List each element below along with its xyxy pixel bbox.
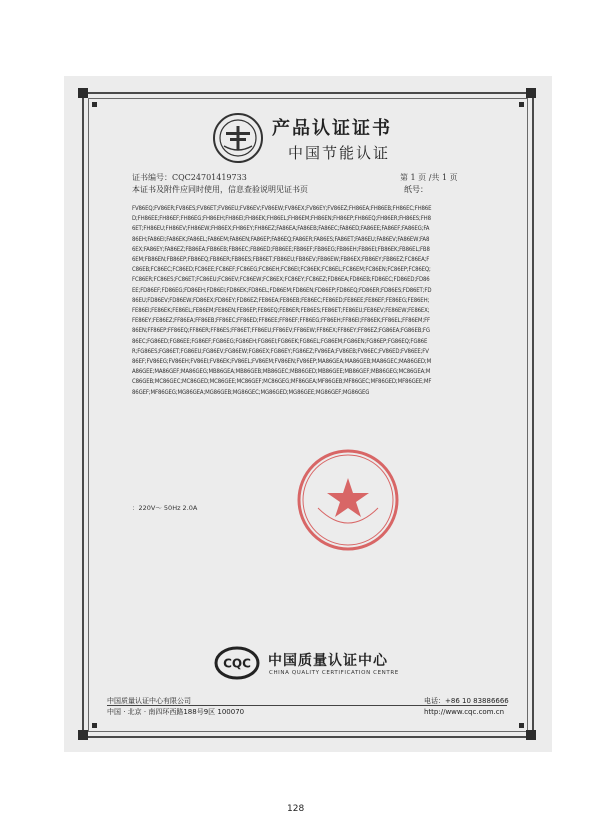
centre-name-chinese: 中国质量认证中心 bbox=[268, 653, 388, 669]
footer-organization bbox=[107, 696, 244, 718]
paper-number-label: 纸号： bbox=[404, 185, 428, 194]
footer-contact bbox=[424, 696, 509, 718]
border-corner bbox=[78, 88, 88, 98]
certificate-subtitle: 中国节能认证 bbox=[288, 144, 391, 162]
footer-address: 中国 · 北京 · 南四环西路188号9区 100070 bbox=[107, 708, 245, 716]
page-number: 128 bbox=[287, 804, 305, 814]
border-corner bbox=[526, 730, 536, 740]
footer-phone: 电话：+86 10 83886666 bbox=[424, 697, 509, 705]
border-corner-square bbox=[519, 102, 524, 107]
page-indicator: 第 1 页 /共 1 页 bbox=[400, 173, 458, 182]
border-corner-square bbox=[519, 723, 524, 728]
border-corner-square bbox=[92, 723, 97, 728]
cqc-logo-text: CQC bbox=[223, 656, 251, 671]
usage-notice: 本证书及附件应同时使用，信息查验说明见证书页 bbox=[132, 185, 308, 194]
certificate-number: 证书编号：CQC24701419733 bbox=[132, 173, 247, 182]
border-corner bbox=[78, 730, 88, 740]
border-corner-square bbox=[92, 102, 97, 107]
certificate-title: 产品认证证书 bbox=[272, 118, 392, 139]
footer-org-name: 中国质量认证中心有限公司 bbox=[107, 697, 191, 705]
official-seal-icon bbox=[296, 448, 400, 552]
border-corner bbox=[526, 88, 536, 98]
cqc-logo-icon bbox=[214, 646, 260, 680]
energy-conservation-emblem-icon bbox=[212, 112, 264, 164]
centre-name-english: CHINA QUALITY CERTIFICATION CENTRE bbox=[269, 670, 399, 676]
model-list: FV86EQ;FV86ER;FV86ES;FV86ET;FV86EU;FV86EV;FV86EW;FV86EX;FV86EY;FV86EZ;FH86EA;FH86EB;FH86EC;FH86ED;FH86EE;FH86EF;FH86EG;FH86EH;FH86EI;FH86EK;FH86EL;FH86EM;FH86EN;FH86EP;FH86EQ;FH86ER;FH86ES;FH86ET;FH86EU;FH86EV;FH86EW;FH86EX;FH86EY;FH86EZ;FA86EA;FA86EB;FA86EC;FA86ED;FA86EE;FA86EF;FA86EG;FA86EH;FA86EI;FA86EK;FA86EL;FA86EM;FA86EN;FA86EP;FA86EQ;FA86ER;FA86ES;FA86ET;FA86EU;FA86EV;FA86EW;FA86EX;FA86EY;FA86EZ;FB86EA;FB86EB;FB86EC;FB86ED;FB86EE;FB86EF;FB86EG;FB86EH;FB86EI;FB86EK;FB86EL;FB86EM;FB86EN;FB86EP;FB86EQ;FB86ER;FB86ES;FB86ET;FB86EU;FB86EV;FB86EW;FB86EX;FB86EY;FB86EZ;FC86EA;FC86EB;FC86EC;FC86ED;FC86EE;FC86EF;FC86EG;FC86EH;FC86EI;FC86EK;FC86EL;FC86EM;FC86EN;FC86EP;FC86EQ;FC86ER;FC86ES;FC86ET;FC86EU;FC86EV;FC86EW;FC86EX;FC86EY;FC86EZ;FD86EA;FD86EB;FD86EC;FD86ED;FD86EE;FD86EF;FD86EG;FD86EH;FD86EI;FD86EK;FD86EL;FD86EM;FD86EN;FD86EP;FD86EQ;FD86ER;FD86ES;FD86ET;FD86EU;FD86EV;FD86EW;FD86EX;FD86EY;FD86EZ;FE86EA;FE86EB;FE86EC;FE86ED;FE86EE;FE86EF;FE86EG;FE86EH;FE86EI;FE86EK;FE86EL;FE86EM;FE86EN;FE86EP;FE86EQ;FE86ER;FE86ES;FE86ET;FE86EU;FE86EV;FE86EW;FE86EX;FE86EY;FE86EZ;FF86EA;FF86EB;FF86EC;FF86ED;FF86EE;FF86EF;FF86EG;FF86EH;FF86EI;FF86EK;FF86EL;FF86EM;FF86EN;FF86EP;FF86EQ;FF86ER;FF86ES;FF86ET;FF86EU;FF86EV;FF86EW;FF86EX;FF86EY;FF86EZ;FG86EA;FG86EB;FG86EC;FG86ED;FG86EE;FG86EF;FG86EG;FG86EH;FG86EI;FG86EK;FG86EL;FG86EM;FG86EN;FG86EP;FG86EQ;FG86ER;FG86ES;FG86ET;FG86EU;FG86EV;FG86EW;FG86EX;FG86EY;FG86EZ;FV86EA;FV86EB;FV86EC;FV86ED;FV86EE;FV86EF;FV86EG;FV86EH;FV86EI;FV86EK;FV86EL;FV86EM;FV86EN;FV86EP;MA86GEA;MA86GEB;MA86GEC;MA86GED;MA86GEE;MA86GEF;MA86GEG;MB86GEA;MB86GEB;MB86GEC;MB86GED;MB86GEE;MB86GEF;MB86GEG;MC86GEA;MC86GEB;MC86GEC;MC86GED;MC86GEE;MC86GEF;MC86GEG;MF86GEA;MF86GEB;MF86GEC;MF86GED;MF86GEE;MF86GEF;MF86GEG;MG86GEA;MG86GEB;MG86GEC;MG86GED;MG86GEE;MG86GEF;MG86GEG bbox=[132, 205, 432, 396]
footer-website[interactable]: http://www.cqc.com.cn bbox=[424, 708, 505, 716]
electrical-rating: ：220V～ 50Hz 2.0A bbox=[132, 504, 198, 512]
